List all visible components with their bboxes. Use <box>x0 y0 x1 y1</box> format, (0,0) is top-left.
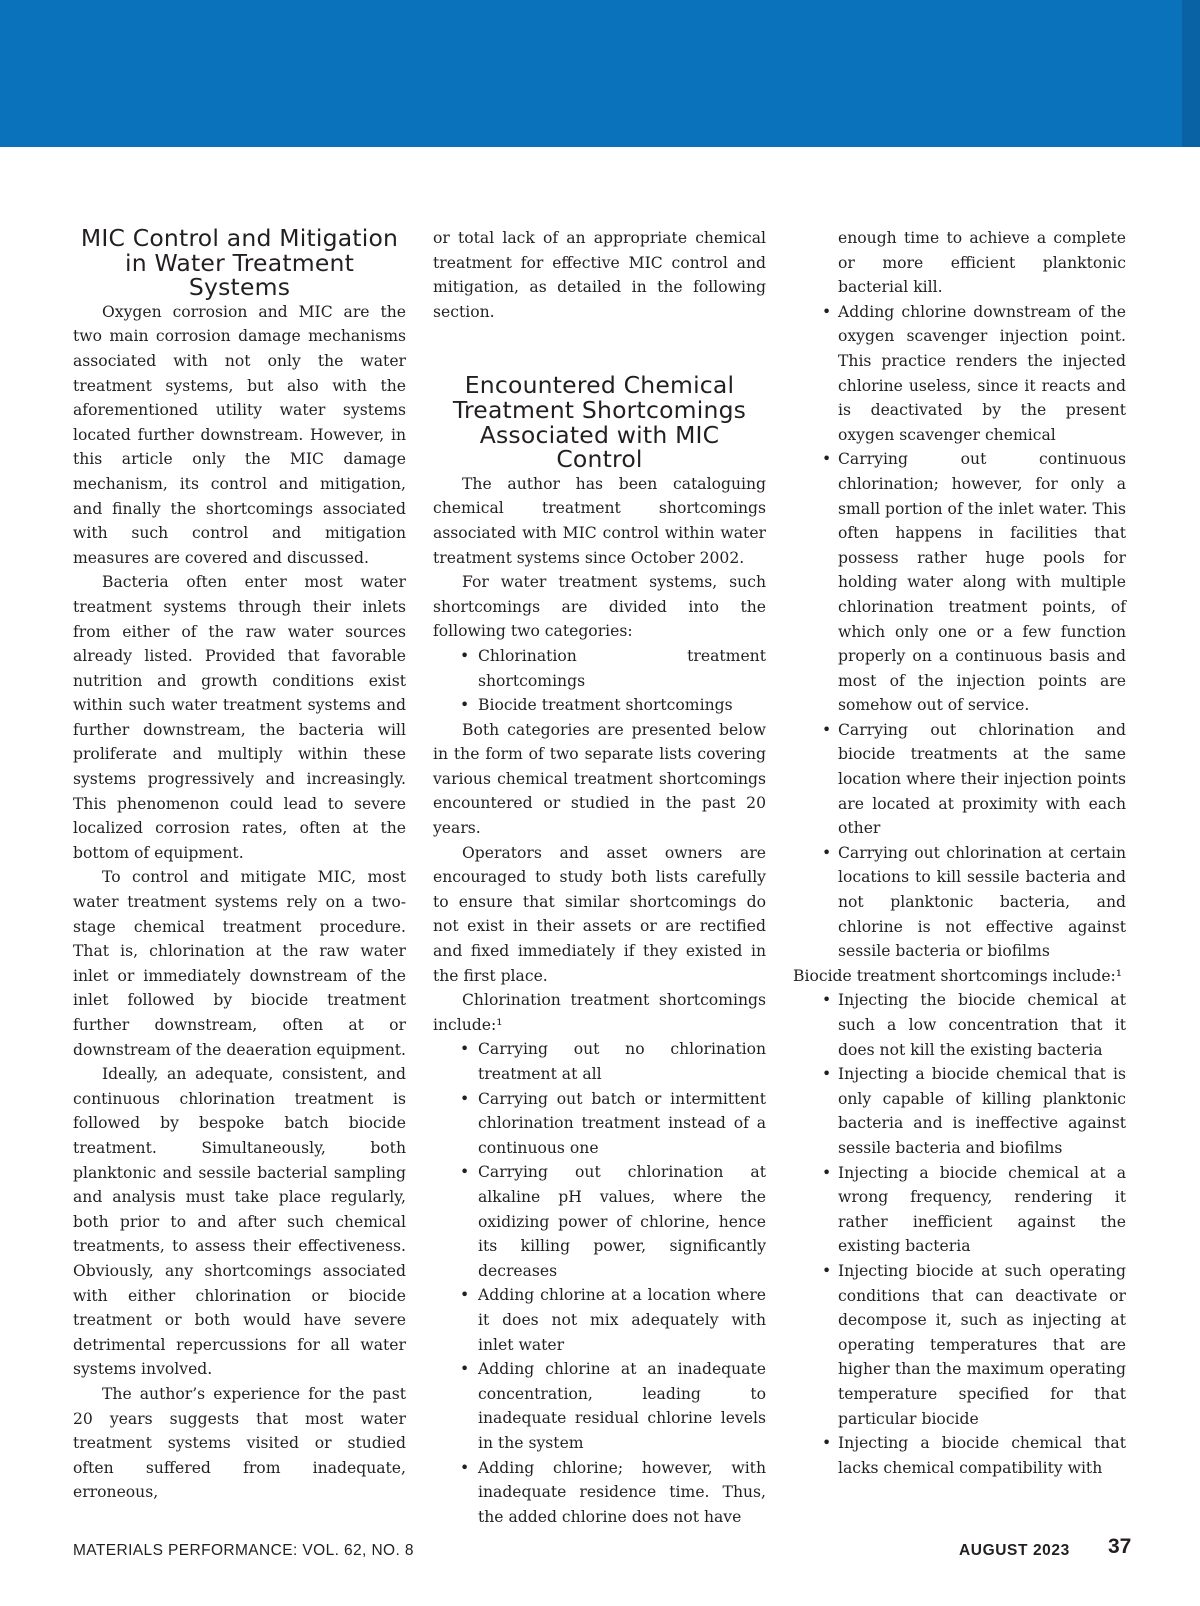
list-item: • Adding chlorine downstream of the oxygen scavenger injection point. This practice renders the injected chlorine useless, since it reacts and is deactivated by the present oxygen scavenger chemical <box>793 300 1126 448</box>
list-item-continuation: enough time to achieve a complete or more efficient planktonic bacterial kill. <box>838 229 1126 297</box>
paragraph-biocide-intro: Biocide treatment shortcomings include:¹ <box>793 966 1123 985</box>
section-spacer <box>433 324 766 373</box>
paragraph-continuation: or total lack of an appropriate chemical treatment for effective MIC control and mitigation, as detailed in the following section. <box>433 229 766 321</box>
list-item: • Carrying out chlorination and biocide treatments at the same location where their injection points are located at proximity with each other <box>793 718 1126 841</box>
paragraph: Operators and asset owners are encouraged to study both lists carefully to ensure that similar shortcomings do not exist in their assets or are rectified and fixed immediately if they existed in the first place. <box>433 843 766 985</box>
list-item: • Injecting a biocide chemical that is only capable of killing planktonic bacteria and is ineffective against sessile bacteria and biofilms <box>793 1062 1126 1160</box>
list-item: • Injecting the biocide chemical at such a low concentration that it does not kill the existing bacteria <box>793 988 1126 1062</box>
category-list <box>433 644 766 718</box>
footer-journal: MATERIALS PERFORMANCE: VOL. 62, NO. 8 <box>73 1542 414 1559</box>
chlorination-shortcomings-list-continued <box>793 300 1126 964</box>
list-item: • Carrying out batch or intermittent chlorination treatment instead of a continuous one <box>433 1087 766 1161</box>
paragraph: Chlorination treatment shortcomings include:¹ <box>433 991 766 1034</box>
paragraph: Oxygen corrosion and MIC are the two main corrosion damage mechanisms associated with not only the water treatment systems, but also with the aforementioned utility water systems located further downstream. However, in this article only the MIC damage mechanism, its control and mitigation, and finally the shortcomings associated with such control and mitigation measures are covered and discussed. <box>73 302 406 567</box>
list-item: • Injecting a biocide chemical that lacks chemical compatibility with <box>793 1431 1126 1480</box>
list-item: • Injecting biocide at such operating conditions that can deactivate or decompose it, such as injecting at operating temperatures that are higher than the maximum operating temperature specified for that particular biocide <box>793 1259 1126 1431</box>
paragraph: For water treatment systems, such shortcomings are divided into the following two categories: <box>433 573 766 641</box>
paragraph: To control and mitigate MIC, most water treatment systems rely on a two-stage chemical treatment procedure. That is, chlorination at the raw water inlet or immediately downstream of the inlet followed by biocide treatment further downstream, often at or downstream of the deaeration equipment. <box>73 868 406 1059</box>
biocide-shortcomings-list <box>793 988 1126 1480</box>
list-item: • Carrying out chlorination at alkaline pH values, where the oxidizing power of chlorine, hence its killing power, significantly decreases <box>433 1160 766 1283</box>
paragraph: The author has been cataloguing chemical treatment shortcomings associated with MIC control within water treatment systems since October 2002. <box>433 474 766 567</box>
list-item: • Injecting a biocide chemical at a wrong frequency, rendering it rather inefficient against the existing bacteria <box>793 1161 1126 1259</box>
list-item: • Adding chlorine; however, with inadequate residence time. Thus, the added chlorine does not have <box>433 1456 766 1530</box>
paragraph: Bacteria often enter most water treatment systems through their inlets from either of the raw water sources already listed. Provided that favorable nutrition and growth conditions exist within such water treatment systems and further downstream, the bacteria will proliferate and multiply within these systems progressively and increasingly. This phenomenon could lead to severe localized corrosion rates, often at the bottom of equipment. <box>73 573 406 862</box>
column-1 <box>73 226 406 1505</box>
chlorination-shortcomings-list <box>433 1037 766 1529</box>
list-item: • Chlorination treatment shortcomings <box>433 644 766 693</box>
footer-date: AUGUST 2023 <box>959 1542 1070 1559</box>
section-heading-mic-control: MIC Control and Mitigation in Water Treatment Systems <box>80 224 399 302</box>
section-heading-shortcomings: Encountered Chemical Treatment Shortcomings Associated with MIC Control <box>452 371 747 474</box>
list-item: • Carrying out continuous chlorination; however, for only a small portion of the inlet water. This often happens in facilities that possess rather huge pools for holding water along with multiple chlorination treatment points, of which only one or a few function properly on a continuous basis and most of the injection points are somehow out of service. <box>793 447 1126 718</box>
list-item: • Carrying out chlorination at certain locations to kill sessile bacteria and not planktonic bacteria, and chlorine is not effective against sessile bacteria or biofilms <box>793 841 1126 964</box>
list-item: • Biocide treatment shortcomings <box>433 693 766 718</box>
list-item: • Adding chlorine at an inadequate concentration, leading to inadequate residual chlorine levels in the system <box>433 1357 766 1455</box>
paragraph: Both categories are presented below in the form of two separate lists covering various chemical treatment shortcomings encountered or studied in the past 20 years. <box>433 720 766 838</box>
list-item: • Adding chlorine at a location where it does not mix adequately with inlet water <box>433 1283 766 1357</box>
column-3 <box>793 226 1126 1480</box>
paragraph: The author’s experience for the past 20 years suggests that most water treatment systems visited or studied often suffered from inadequate, erroneous, <box>73 1384 406 1502</box>
page-number: 37 <box>1108 1535 1132 1558</box>
list-item: • Carrying out no chlorination treatment at all <box>433 1037 766 1086</box>
column-2 <box>433 226 766 1529</box>
header-banner <box>0 0 1200 147</box>
banner-edge <box>1182 0 1200 147</box>
paragraph: Ideally, an adequate, consistent, and continuous chlorination treatment is followed by bespoke batch biocide treatment. Simultaneously, both planktonic and sessile bacterial sampling and analysis must take place regularly, both prior to and after such chemical treatments, to assess their effectiveness. Obviously, any shortcomings associated with either chlorination or biocide treatment or both would have severe detrimental repercussions for all water systems involved. <box>73 1065 406 1379</box>
